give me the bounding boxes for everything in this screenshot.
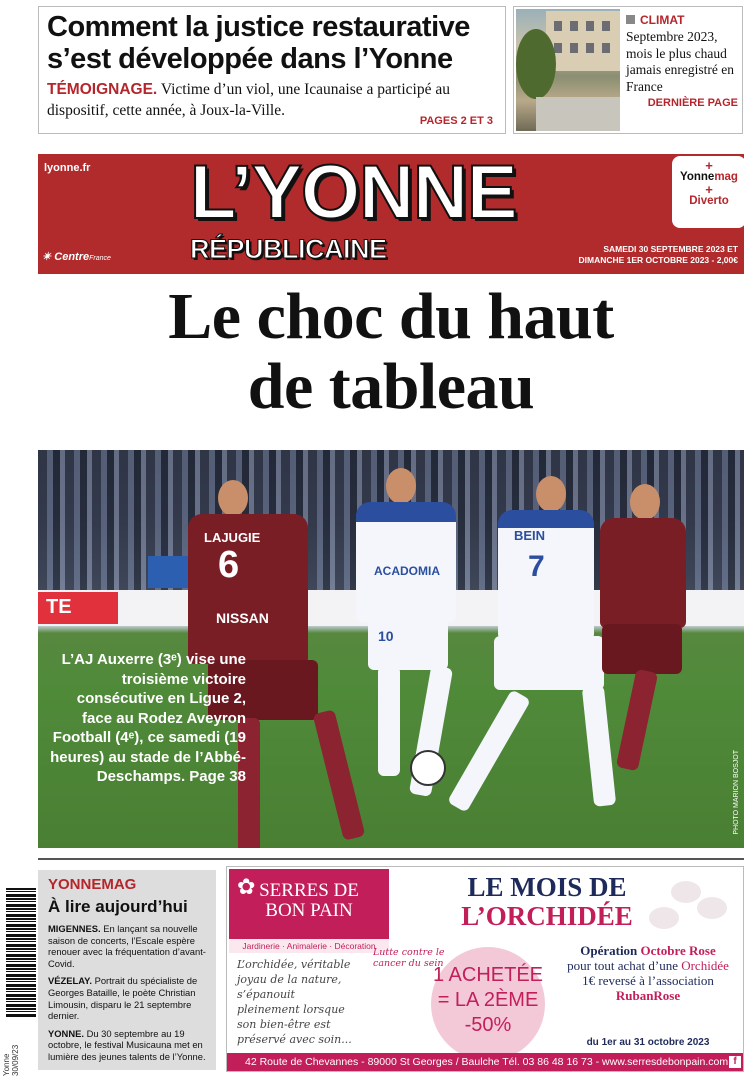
- yonnemag-box[interactable]: [38, 870, 216, 1070]
- player-auxerre-10: [338, 468, 468, 808]
- divider: [38, 858, 744, 860]
- street: [536, 97, 620, 131]
- teaser-justice[interactable]: [38, 6, 506, 134]
- climat-text: [626, 13, 738, 109]
- ad-title-line-1: LE MOIS DE: [467, 872, 627, 902]
- ad-offer: [431, 947, 545, 1061]
- main-headline[interactable]: [38, 282, 744, 422]
- item-text: Du 30 septembre au 19 octobre, le festival Musicauna met en lumière des jeunes talents de l’Yonne.: [48, 1027, 206, 1062]
- player-leg: [447, 689, 531, 813]
- player-shorts: [602, 624, 682, 674]
- player-sponsor: NISSAN: [216, 610, 269, 626]
- yonnemag-item[interactable]: [48, 975, 206, 1021]
- football: [410, 750, 446, 786]
- group-suffix: France: [89, 255, 111, 262]
- brand-line-1: SERRES DE: [259, 880, 359, 901]
- climat-body: Septembre 2023, mois le plus chaud jamais enregistré en France: [626, 29, 734, 94]
- ad-address[interactable]: 42 Route de Chevannes - 89000 St Georges / Baulche Tél. 03 86 48 16 73 - www.serresdebonpain.com: [245, 1056, 729, 1068]
- item-place: VÉZELAY.: [48, 975, 92, 987]
- group-name: Centre: [54, 251, 90, 263]
- player-head: [536, 476, 566, 512]
- player-name: BEIN: [514, 528, 546, 543]
- item-text: En lançant sa nouvelle saison de concerts, l’Escale espère renouer avec la fréquentation d’avant-Covid.: [48, 923, 206, 969]
- headline-line-1: Le choc du haut: [168, 280, 614, 353]
- player-number: 6: [218, 544, 240, 586]
- player-leg: [616, 669, 658, 771]
- item-place: MIGENNES.: [48, 923, 101, 934]
- ad-slogan: L’orchidée, véritable joyau de la nature, s’épanouit pleinement lorsque son bien-être est préservé avec soin...: [237, 958, 352, 1046]
- issue-date: [578, 244, 738, 266]
- player-head: [218, 480, 248, 516]
- ad-ribbon-text: Lutte contre le cancer du sein: [373, 947, 445, 969]
- ad-brand-logo: [229, 869, 389, 939]
- op-label: Opération: [580, 943, 638, 958]
- advertisement[interactable]: [226, 866, 744, 1072]
- facebook-icon[interactable]: f: [729, 1056, 741, 1068]
- date-line-1: SAMEDI 30 SEPTEMBRE 2023 ET: [603, 244, 738, 254]
- badge-diverto: Diverto: [689, 195, 729, 207]
- item-place: YONNE.: [48, 1027, 84, 1039]
- player-leg: [378, 666, 400, 776]
- climat-tag-label: CLIMAT: [640, 13, 685, 27]
- newspaper-subtitle: RÉPUBLICAINE: [190, 234, 387, 264]
- plus-icon: +: [705, 158, 713, 173]
- player-head: [630, 484, 660, 520]
- yonnemag-title: À lire aujourd’hui: [48, 897, 188, 916]
- player-head: [386, 468, 416, 504]
- player-rodez-right: [586, 484, 696, 784]
- player-name: LAJUGIE: [204, 530, 261, 545]
- photo-caption: L’AJ Auxerre (3ᵉ) vise une troisième victoire consécutive en Ligue 2, face au Rodez Aveyron Football (4ᵉ), ce samedi (19 heures) au stade de l’Abbé-Deschamps. Page 38: [50, 651, 246, 785]
- tree: [516, 29, 556, 99]
- climat-photo: [516, 9, 620, 131]
- ad-brand-tagline: Jardinerie · Animalerie · Décoration: [229, 939, 389, 953]
- teaser-pages: PAGES 2 ET 3: [419, 115, 493, 127]
- match-photo[interactable]: [38, 450, 744, 848]
- op-text: pour tout achat d’une: [567, 958, 678, 973]
- centre-france-logo: ✴ CentreFrance: [42, 251, 111, 263]
- ad-footer: [227, 1053, 744, 1071]
- op-name: Octobre Rose: [640, 943, 716, 958]
- plus-icon: +: [705, 182, 713, 197]
- offer-line-2: = LA 2ÈME: [437, 989, 539, 1011]
- badge-mag: mag: [714, 171, 738, 183]
- square-icon: [626, 15, 635, 24]
- orchid-icon: [649, 907, 679, 929]
- player-sponsor: ACADOMIA: [374, 564, 440, 578]
- newspaper-title: L’YONNE: [190, 150, 517, 235]
- player-shirt: [356, 502, 456, 622]
- op-orchidee: Orchidée: [681, 958, 729, 973]
- orchid-icon: [697, 897, 727, 919]
- yonnemag-tag: YONNEMAG: [48, 876, 137, 893]
- player-number: 10: [378, 628, 394, 644]
- yonnemag-item[interactable]: [48, 1028, 206, 1063]
- supplements-badge: [672, 156, 746, 228]
- op-association: RubanRose: [615, 988, 681, 1003]
- teaser-kicker: TÉMOIGNAGE.: [47, 81, 158, 98]
- masthead: [38, 150, 744, 274]
- site-url[interactable]: lyonne.fr: [44, 162, 91, 174]
- teaser-headline[interactable]: Comment la justice restaurative s’est développée dans l’Yonne: [47, 11, 470, 75]
- player-number: 7: [528, 550, 545, 583]
- barcode: [6, 888, 36, 1018]
- item-text: Portrait du spécialiste de Georges Bataille, le poète Christian Limousin, disparu le 21 septembre dernier.: [48, 975, 198, 1022]
- badge-yonne: Yonne: [680, 171, 715, 183]
- offer-line-3: -50%: [464, 1014, 512, 1036]
- photo-credit: PHOTO MARION BOSJOT: [733, 750, 740, 835]
- climat-page: DERNIÈRE PAGE: [647, 97, 738, 109]
- ad-operation: [557, 943, 739, 1003]
- headline-line-2: de tableau: [247, 350, 535, 423]
- orchid-icon: [671, 881, 701, 903]
- op-text-2: 1€ reversé à l’association: [582, 973, 714, 988]
- barcode-text: Yonne 30/09/23: [2, 1044, 20, 1076]
- ad-title-line-2: L’ORCHIDÉE: [461, 901, 633, 931]
- building: [546, 11, 620, 71]
- teaser-text: Victime d’un viol, une Icaunaise a participé au dispositif, cette année, à Joux-la-Ville.: [47, 81, 450, 119]
- player-shirt: [600, 518, 686, 628]
- brand-line-2: BON PAIN: [265, 900, 353, 921]
- offer-line-1: 1 ACHETÉE: [432, 964, 544, 986]
- yonnemag-item[interactable]: [48, 923, 206, 969]
- date-line-2: DIMANCHE 1ER OCTOBRE 2023 - 2,00€: [578, 255, 738, 265]
- climat-tag: [626, 13, 738, 27]
- teaser-climat[interactable]: [513, 6, 743, 134]
- ad-dates: du 1er au 31 octobre 2023: [586, 1037, 710, 1048]
- board-logo: TE: [38, 592, 118, 624]
- player-shirt: [498, 510, 594, 640]
- flower-icon: ✿: [237, 874, 256, 899]
